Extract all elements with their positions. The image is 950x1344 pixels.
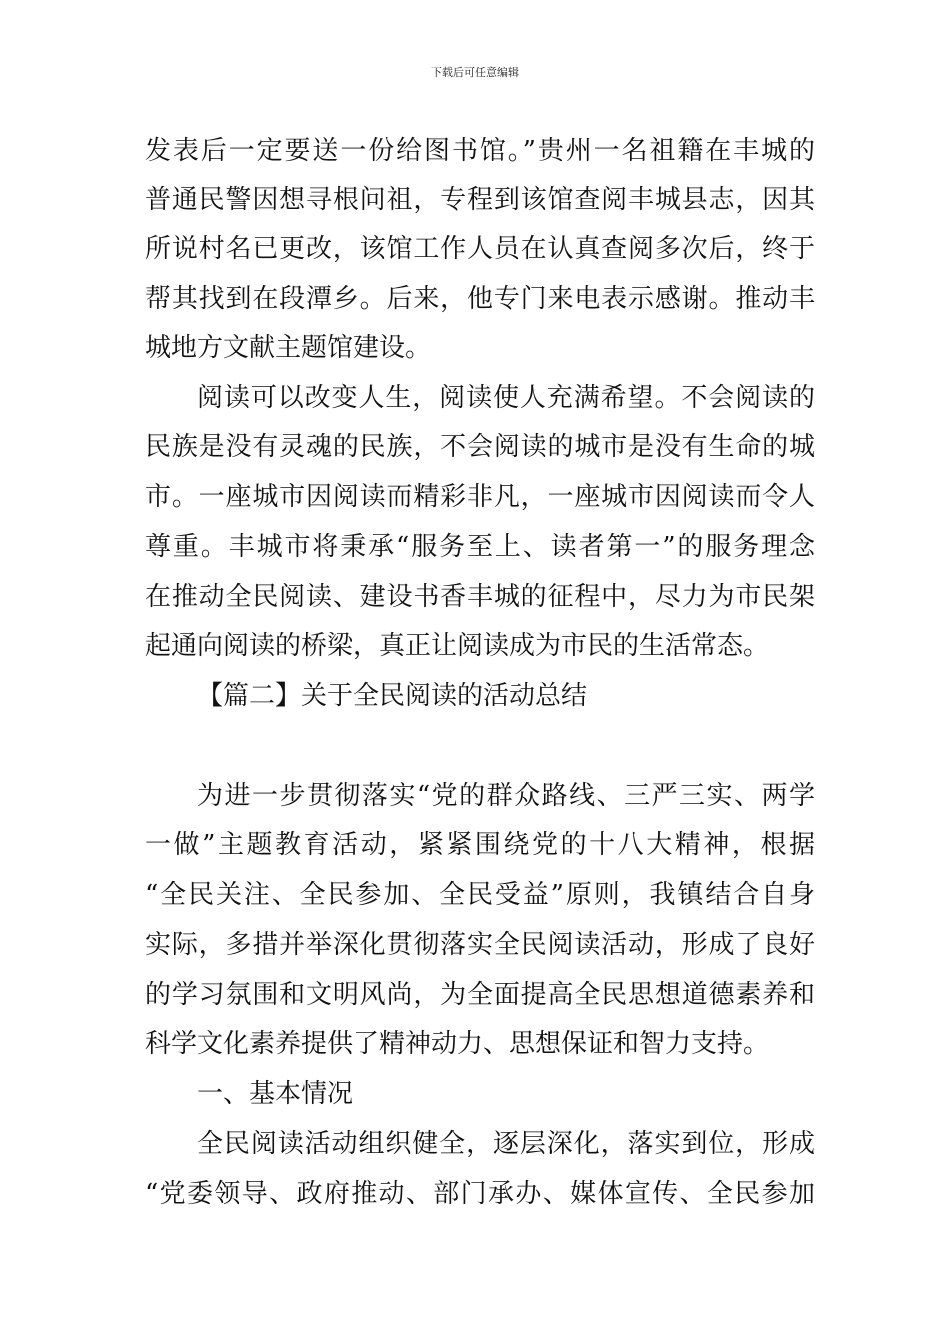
body-line: 市。一座城市因阅读而精彩非凡，一座城市因阅读而令人	[145, 482, 815, 512]
body-line: 城地方文献主题馆建设。	[145, 333, 432, 363]
body-line: 科学文化素养提供了精神动力、思想保证和智力支持。	[145, 1029, 770, 1059]
body-line: 尊重。丰城市将秉承“服务至上、读者第一”的服务理念	[145, 532, 815, 562]
body-line: 所说村名已更改，该馆工作人员在认真查阅多次后，终于	[145, 234, 815, 264]
body-line: 实际，多措并举深化贯彻落实全民阅读活动，形成了良好	[145, 930, 815, 960]
page-header: 下载后可任意编辑	[431, 66, 519, 79]
body-line: 发表后一定要送一份给图书馆。”贵州一名祖籍在丰城的	[145, 136, 815, 166]
body-line: 普通民警因想寻根问祖，专程到该馆查阅丰城县志，因其	[145, 185, 815, 215]
subheading: 一、基本情况	[197, 1079, 354, 1109]
body-line: 帮其找到在段潭乡。后来，他专门来电表示感谢。推动丰	[145, 284, 815, 314]
body-line: “党委领导、政府推动、部门承办、媒体宣传、全民参加	[145, 1179, 815, 1209]
body-line: 全民阅读活动组织健全，逐层深化，落实到位，形成	[197, 1129, 815, 1159]
body-line: 起通向阅读的桥梁，真正让阅读成为市民的生活常态。	[145, 631, 770, 661]
body-line: 在推动全民阅读、建设书香丰城的征程中，尽力为市民架	[145, 582, 815, 612]
body-line: “全民关注、全民参加、全民受益”原则，我镇结合自身	[145, 880, 815, 910]
body-line: 民族是没有灵魂的民族，不会阅读的城市是没有生命的城	[145, 432, 815, 462]
body-line: 为进一步贯彻落实“党的群众路线、三严三实、两学	[197, 781, 815, 811]
body-line: 的学习氛围和文明风尚，为全面提高全民思想道德素养和	[145, 980, 815, 1010]
body-line: 一做”主题教育活动，紧紧围绕党的十八大精神，根据	[145, 830, 815, 860]
section-heading: 【篇二】关于全民阅读的活动总结	[197, 681, 588, 711]
body-line: 阅读可以改变人生，阅读使人充满希望。不会阅读的	[197, 383, 815, 413]
